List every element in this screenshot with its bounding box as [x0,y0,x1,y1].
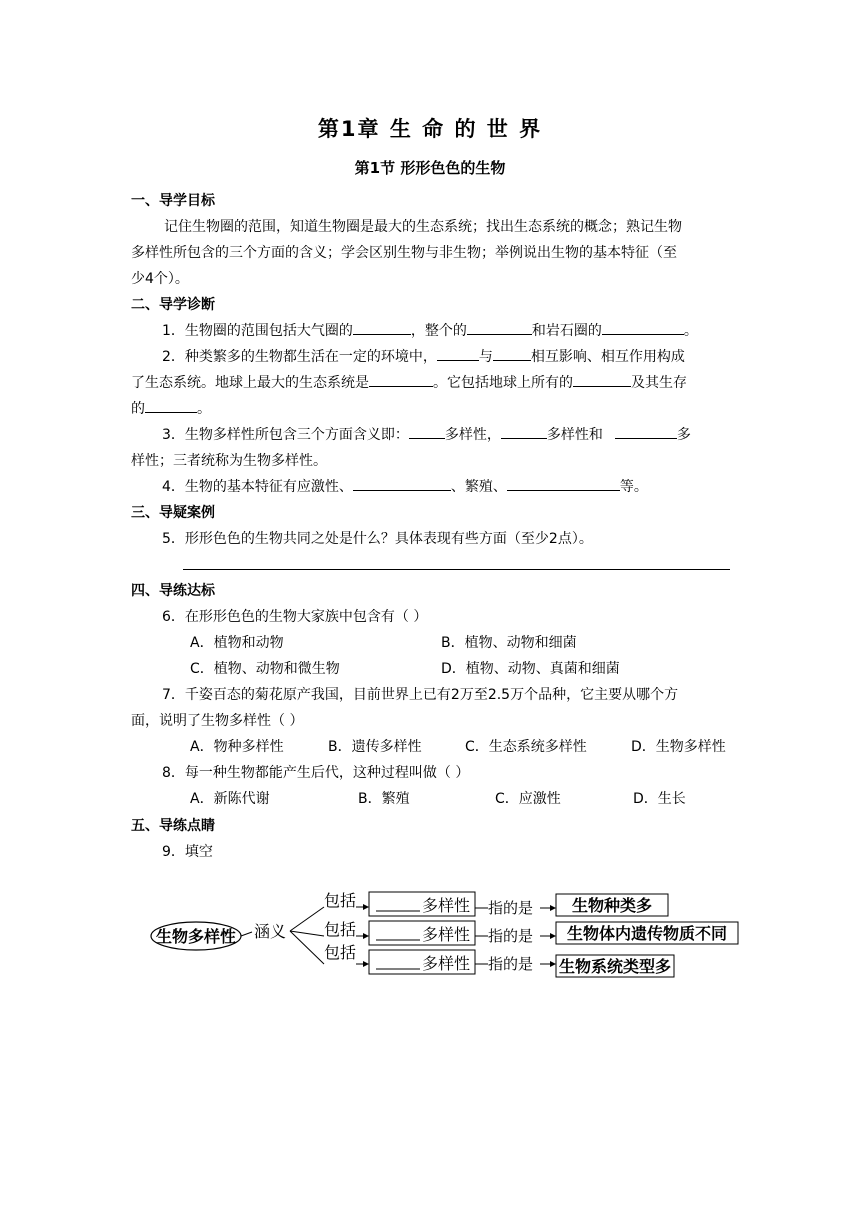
q2-text: 。 [197,401,211,417]
section-heading: 二、导学诊断 [131,297,215,313]
q2-text: 2．种类繁多的生物都生活在一定的环境中， [162,349,437,365]
q3-text: 多样性， [444,427,501,443]
connector [241,932,252,936]
question-3 [162,424,691,444]
option-b: B．繁殖 [358,791,410,807]
question-6: 6．在形形色色的生物大家族中包含有（ ） [162,609,428,625]
option-c: C．应激性 [495,791,561,807]
option-c: C．植物、动物和微生物 [190,661,340,677]
section-heading: 四、导练达标 [131,583,215,599]
section-heading: 一、导学目标 [131,193,215,209]
blank [602,320,684,335]
blank [573,372,631,387]
q3-text: 多样性和 [546,427,603,443]
question-8: 8．每一种生物都能产生后代，这种过程叫做（ ） [162,765,470,781]
question-5: 5．形形色色的生物共同之处是什么？具体表现有些方面（至少2点）。 [162,531,593,547]
question-1 [162,320,698,340]
q1-text: ，整个的 [410,323,467,339]
include-label: 包括 [324,943,357,962]
objectives-line: 记住生物圈的范围，知道生物圈是最大的生态系统；找出生态系统的概念；熟记生物 [164,219,682,235]
question-2 [162,346,685,366]
refers-label: 指的是 [488,927,534,945]
question-4 [162,476,648,496]
question-7-line2: 面，说明了生物多样性（ ） [131,713,304,729]
blank [501,424,547,439]
option-a: A．植物和动物 [190,635,284,651]
refers-label: 指的是 [488,899,534,917]
option-b: B．植物、动物和细菌 [441,635,577,651]
q1-text: 和岩石圈的 [531,323,602,339]
q3-text: 多 [676,427,691,443]
q1-text: 。 [683,323,698,339]
box-label: 多样性 [422,925,471,944]
result-label: 生物体内遗传物质不同 [566,924,728,943]
objectives-line: 多样性所包含的三个方面的含义；学会区别生物与非生物；举例说出生物的基本特征（至 [131,245,677,261]
root-label: 生物多样性 [155,927,237,946]
q4-text: 、繁殖、 [450,479,507,495]
q2-text: 及其生存 [631,375,687,391]
q4-text: 等。 [619,479,648,495]
option-b: B．遗传多样性 [328,739,422,755]
blank [145,398,197,413]
blank [467,320,532,335]
option-d: D．植物、动物、真菌和细菌 [441,661,620,677]
q2-text: 相互影响、相互作用构成 [530,349,685,365]
answer-line [183,569,730,570]
option-d: D．生长 [633,791,686,807]
question-2-line3 [131,398,211,418]
q2-text: 了生态系统。地球上最大的生态系统是 [131,375,369,391]
question-7: 7．千姿百态的菊花原产我国，目前世界上已有2万至2.5万个品种，它主要从哪个方 [162,687,679,703]
q4-text: 4．生物的基本特征有应激性、 [162,479,353,495]
q2-text: 的 [131,401,145,417]
branch-line [290,931,324,936]
include-label: 包括 [324,891,357,910]
blank [353,320,411,335]
q2-text: 。它包括地球上所有的 [433,375,573,391]
biodiversity-diagram [148,884,743,984]
option-d: D．生物多样性 [631,739,726,755]
result-label: 生物系统类型多 [558,957,672,976]
blank [369,372,433,387]
refers-label: 指的是 [488,955,534,973]
blank [615,424,677,439]
section-heading: 三、导疑案例 [131,505,215,521]
question-3-line2: 样性；三者统称为生物多样性。 [131,453,327,469]
branch-line [290,907,324,931]
blank [493,346,531,361]
question-9: 9．填空 [162,844,213,860]
branch-line [290,931,324,964]
option-a: A．新陈代谢 [190,791,270,807]
blank [353,476,451,491]
objectives-line: 少4个）。 [131,271,189,287]
blank [409,424,445,439]
result-label: 生物种类多 [571,896,653,915]
meaning-label: 涵义 [253,922,287,941]
q2-text: 与 [478,349,493,365]
blank [437,346,479,361]
q1-text: 1．生物圈的范围包括大气圈的 [162,323,353,339]
box-label: 多样性 [422,954,471,973]
page-subtitle: 第1节 形形色色的生物 [354,159,506,177]
box-label: 多样性 [422,896,471,915]
question-2-line2 [131,372,687,392]
section-heading: 五、导练点睛 [131,818,215,834]
blank [507,476,620,491]
option-c: C．生态系统多样性 [465,739,587,755]
include-label: 包括 [324,920,357,939]
page-title: 第1章 生 命 的 世 界 [317,117,543,141]
q3-text: 3．生物多样性所包含三个方面含义即： [162,427,409,443]
option-a: A．物种多样性 [190,739,284,755]
